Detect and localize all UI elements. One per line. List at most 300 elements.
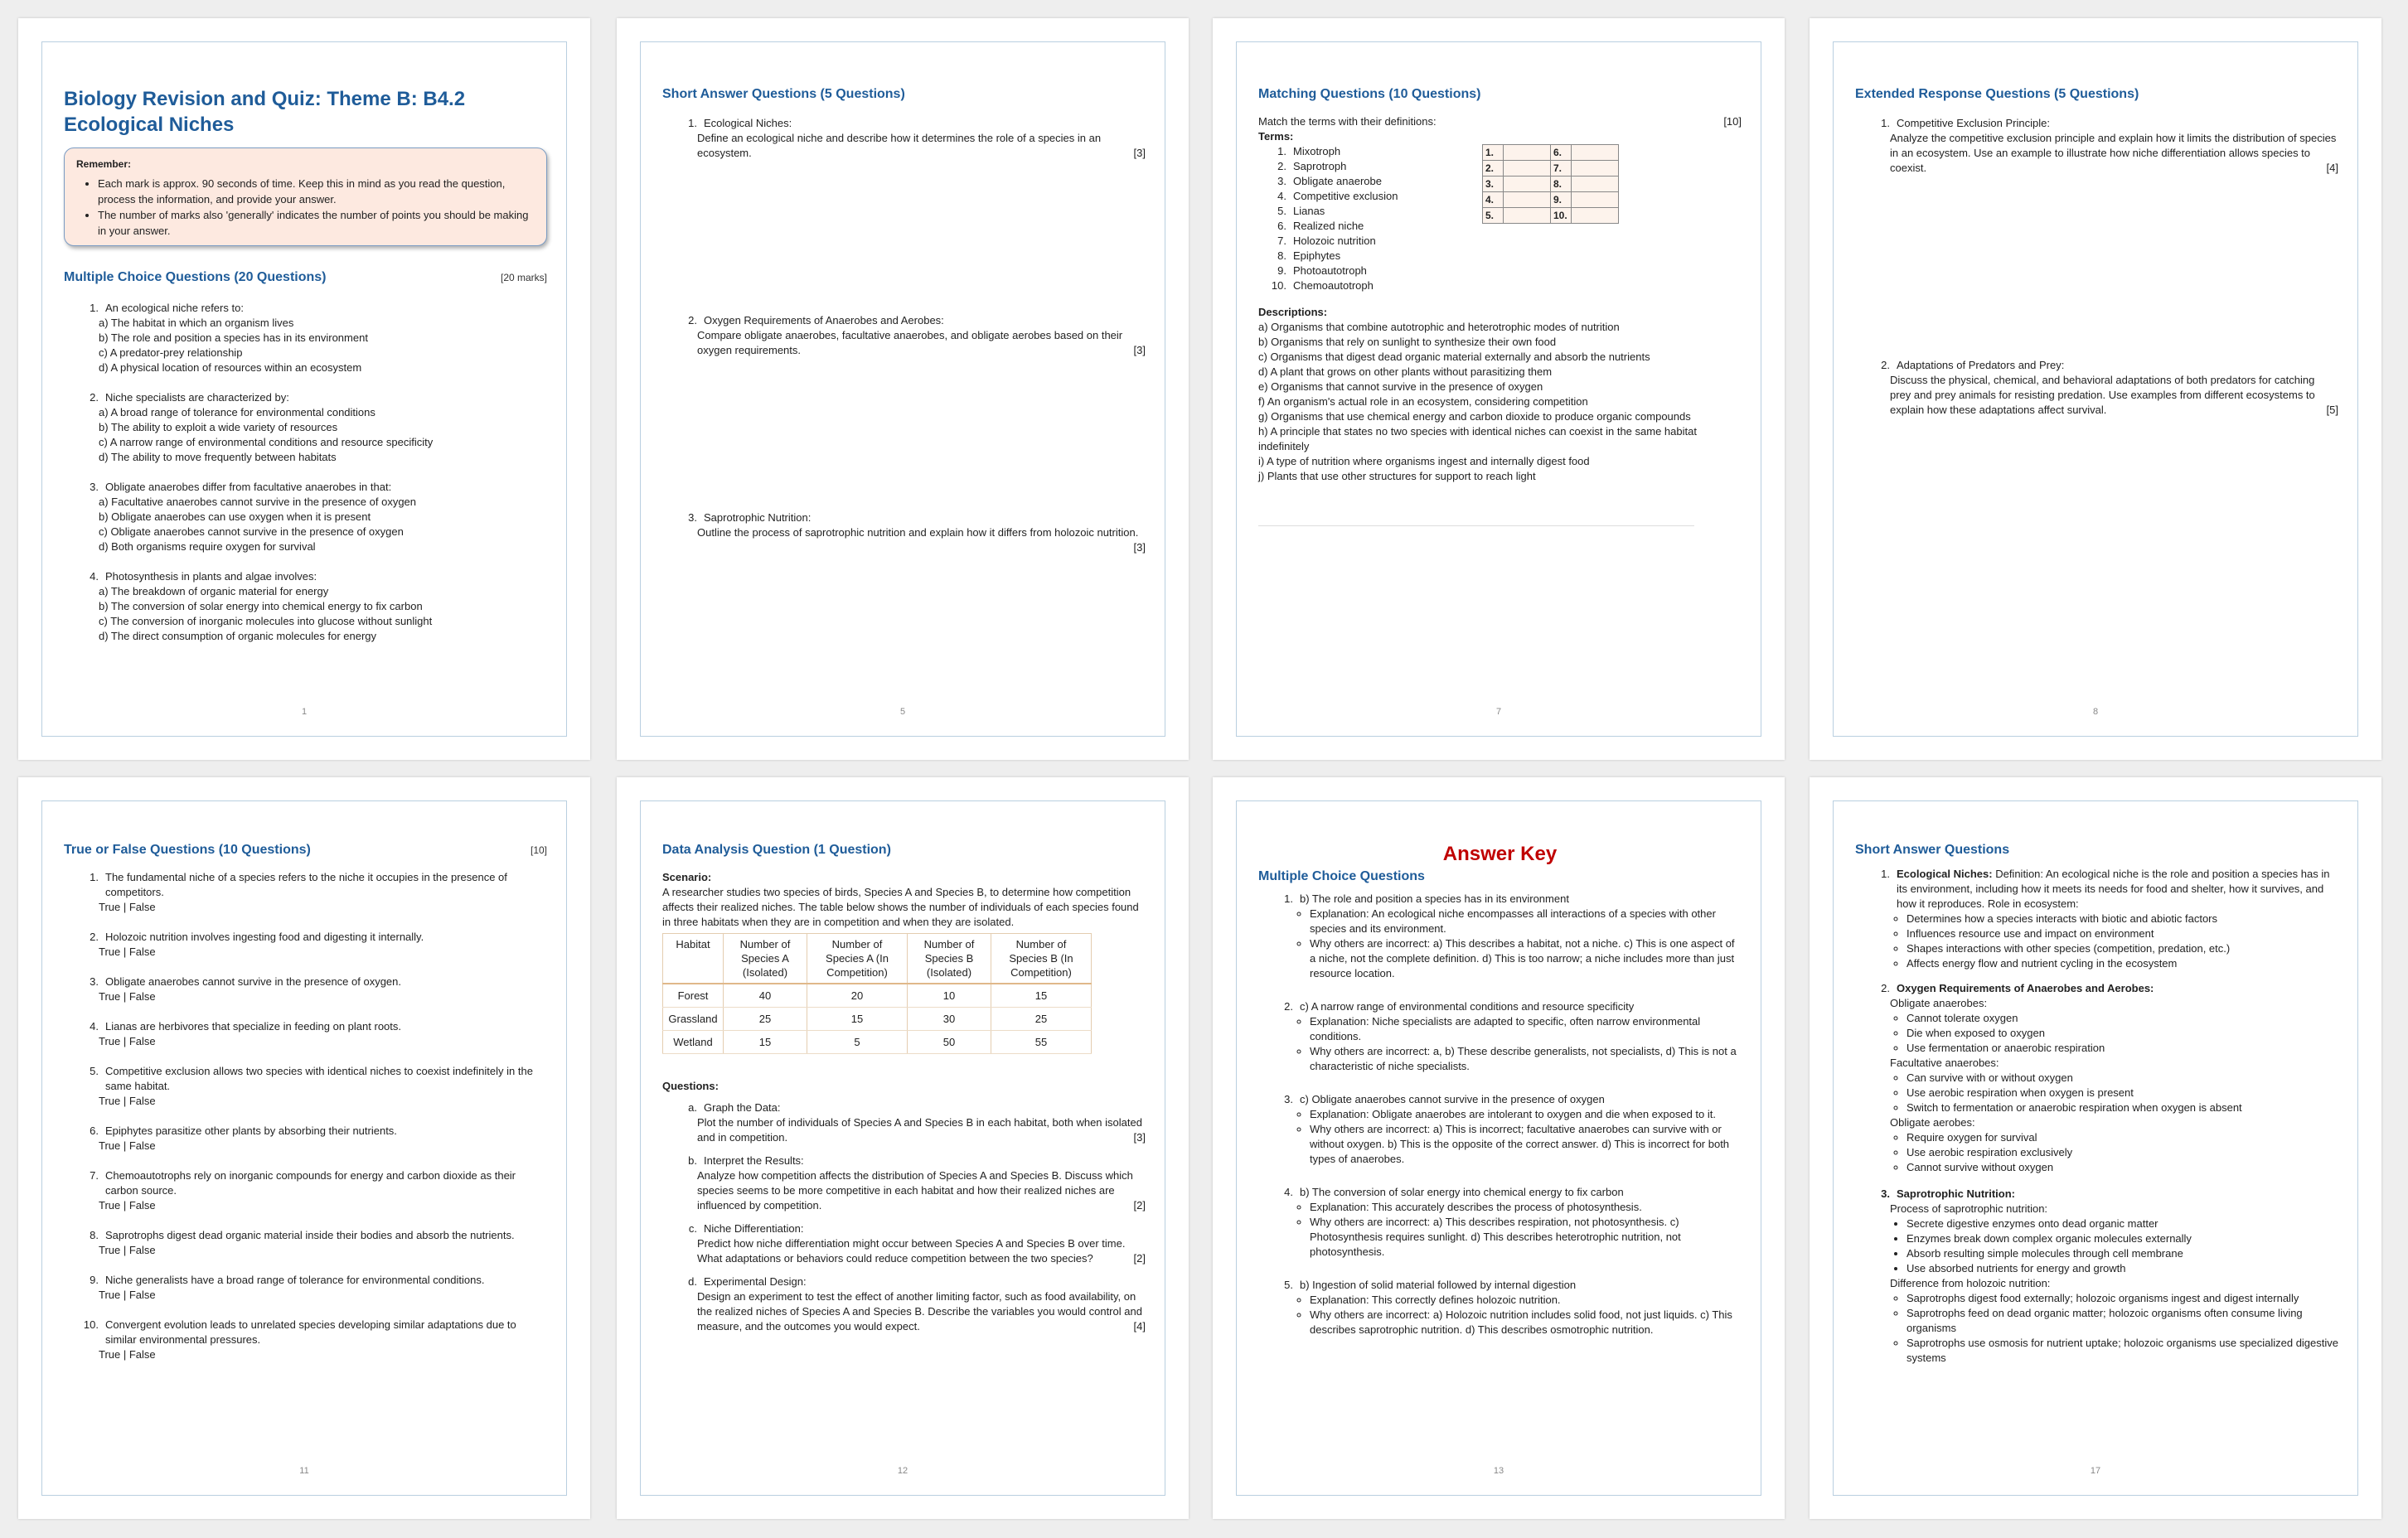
answer-number: 2. bbox=[1284, 1000, 1293, 1013]
grid-answer-cell[interactable] bbox=[1504, 208, 1551, 224]
table-header-cell: Number of Species A (Isolated) bbox=[724, 934, 807, 984]
answer-point: ◦ Affects energy flow and nutrient cycling in the ecosystem bbox=[1907, 956, 2338, 971]
answer-point: ◦ Explanation: This accurately describes the process of photosynthesis. bbox=[1310, 1200, 1742, 1215]
table-row bbox=[663, 1008, 1092, 1031]
answer-point: ◦ Determines how a species interacts with biotic and abiotic factors bbox=[1907, 912, 2338, 926]
descriptions-list bbox=[1258, 320, 1742, 484]
answer-point: ◦ Cannot survive without oxygen bbox=[1907, 1160, 2338, 1175]
answer-item bbox=[1258, 999, 1742, 1074]
document-title: Biology Revision and Quiz: Theme B: B4.2 Ecological Niches bbox=[64, 88, 466, 136]
grid-answer-cell[interactable] bbox=[1572, 145, 1619, 161]
term-label: Obligate anaerobe bbox=[1293, 175, 1382, 187]
answer-grid-row bbox=[1483, 145, 1619, 161]
answer-text: b) The conversion of solar energy into chemical energy to fix carbon bbox=[1300, 1186, 1624, 1198]
tf-question bbox=[64, 1064, 547, 1109]
table-row bbox=[663, 1031, 1092, 1054]
question-stem bbox=[64, 301, 547, 316]
data-question bbox=[662, 1154, 1146, 1213]
question-text: Obligate anaerobes differ from facultative anaerobes in that: bbox=[105, 481, 392, 493]
description-item: a) Organisms that combine autotrophic and heterotrophic modes of nutrition bbox=[1258, 321, 1620, 333]
table-cell: 30 bbox=[908, 1008, 991, 1031]
section-heading: Short Answer Questions (5 Questions) bbox=[662, 87, 905, 101]
term-label: Mixotroph bbox=[1293, 145, 1341, 157]
data-question bbox=[662, 1221, 1146, 1266]
term-number: 2. bbox=[1277, 160, 1286, 172]
page-7 bbox=[1213, 18, 1785, 760]
question-number: 3. bbox=[90, 481, 99, 493]
descriptions-label: Descriptions: bbox=[1258, 306, 1328, 318]
mc-question bbox=[64, 390, 547, 465]
answer-point: • Enzymes break down complex organic molecules externally bbox=[1907, 1231, 2338, 1246]
table-cell: 10 bbox=[908, 984, 991, 1008]
remember-item: • The number of marks also 'generally' indicates the number of points you should be making in your answer. bbox=[98, 207, 535, 239]
page-12 bbox=[617, 777, 1189, 1519]
term-number: 10. bbox=[1271, 279, 1286, 292]
answer-stem bbox=[1258, 892, 1742, 907]
table-cell: 40 bbox=[724, 984, 807, 1008]
answer-points bbox=[1258, 1200, 1742, 1260]
page-number: 13 bbox=[1493, 1466, 1504, 1476]
description-item: j) Plants that use other structures for support to reach light bbox=[1258, 470, 1536, 482]
grid-number: 6. bbox=[1551, 145, 1572, 161]
remember-item: • Each mark is approx. 90 seconds of time. Keep this in mind as you read the question, process the information, and provide your answer. bbox=[98, 176, 535, 207]
term-item bbox=[1258, 249, 1742, 264]
answer-point: ◦ Why others are incorrect: a) Holozoic nutrition includes solid food, not just liquids. c) This describes saprotrophic nutrition. d) This describes osmotrophic nutrition. bbox=[1310, 1308, 1742, 1337]
page-number: 8 bbox=[2092, 707, 2099, 717]
answer-option: a) A broad range of tolerance for environmental conditions bbox=[99, 406, 375, 418]
question-number: 5. bbox=[90, 1065, 99, 1077]
question-stem bbox=[64, 1124, 547, 1139]
term-label: Chemoautotroph bbox=[1293, 279, 1374, 292]
short-answer-question: 3. Saprotrophic Nutrition: Outline the process of saprotrophic nutrition and explain how it differs from holozoic nutrition. [3] bbox=[688, 511, 1146, 554]
answer-text: b) Ingestion of solid material followed by internal digestion bbox=[1300, 1279, 1577, 1291]
answer-grid-row bbox=[1483, 161, 1619, 177]
answer-point: ◦ Explanation: Niche specialists are adapted to specific, often narrow environmental conditions. bbox=[1310, 1014, 1742, 1044]
question-number: 1. bbox=[90, 871, 99, 883]
short-answer-question: 2. Oxygen Requirements of Anaerobes and Aerobes: Compare obligate anaerobes, facultative anaerobes, and obligate aerobes based on their oxygen requirements. [3] bbox=[688, 314, 1146, 356]
answer-point: ◦ Why others are incorrect: a) This describes respiration, not photosynthesis. c) Photosynthesis requires sunlight. d) This describes heterotrophic nutrition, not photosynthesis. bbox=[1310, 1215, 1742, 1260]
mc-question bbox=[64, 301, 547, 375]
answer-number: 5. bbox=[1284, 1279, 1293, 1291]
answer-point: ◦ Saprotrophs feed on dead organic matter; holozoic organisms often consume living organisms bbox=[1907, 1306, 2338, 1336]
answer-point: ◦ Use aerobic respiration when oxygen is present bbox=[1907, 1086, 2338, 1100]
term-number: 1. bbox=[1277, 145, 1286, 157]
grid-number: 10. bbox=[1551, 208, 1572, 224]
section-heading: Multiple Choice Questions bbox=[1258, 869, 1425, 883]
question-text: Competitive exclusion allows two species with identical niches to coexist indefinitely in the same habitat. bbox=[105, 1065, 533, 1092]
answer-point: ◦ Explanation: An ecological niche encompasses all interactions of a species with other species and its environment. bbox=[1310, 907, 1742, 936]
tf-question bbox=[64, 930, 547, 960]
divider bbox=[1258, 525, 1694, 526]
page-11 bbox=[18, 777, 590, 1519]
term-number: 5. bbox=[1277, 205, 1286, 217]
question-stem bbox=[64, 390, 547, 405]
section-heading: Extended Response Questions (5 Questions) bbox=[1855, 87, 2139, 101]
answer-stem bbox=[1258, 1185, 1742, 1200]
question-marks: [3] bbox=[1133, 147, 1146, 159]
section-heading: Matching Questions (10 Questions) bbox=[1258, 87, 1481, 101]
group-label: Obligate aerobes: bbox=[1890, 1116, 1975, 1129]
answer-item bbox=[1258, 1185, 1742, 1260]
question-number: 3. bbox=[90, 975, 99, 988]
answer-item bbox=[1258, 1092, 1742, 1167]
question-letter: a. bbox=[688, 1101, 697, 1114]
question-stem bbox=[64, 1019, 547, 1034]
answer-points bbox=[1258, 1293, 1742, 1337]
tf-question bbox=[64, 1019, 547, 1049]
question-stem bbox=[64, 1168, 547, 1198]
term-number: 4. bbox=[1277, 190, 1286, 202]
table-cell: 20 bbox=[807, 984, 908, 1008]
question-letter: b. bbox=[688, 1154, 697, 1167]
table-cell: 15 bbox=[807, 1008, 908, 1031]
answer-option: d) Both organisms require oxygen for survival bbox=[99, 540, 316, 553]
answer-point: ◦ Switch to fermentation or anaerobic respiration when oxygen is absent bbox=[1907, 1100, 2338, 1115]
term-number: 6. bbox=[1277, 220, 1286, 232]
answer-option: b) The conversion of solar energy into chemical energy to fix carbon bbox=[99, 600, 423, 612]
answer-option: d) The ability to move frequently between habitats bbox=[99, 451, 337, 463]
section-heading: True or False Questions (10 Questions) bbox=[64, 843, 311, 857]
page-number: 5 bbox=[899, 707, 906, 717]
answer-option: d) A physical location of resources within an ecosystem bbox=[99, 361, 362, 374]
description-item: b) Organisms that rely on sunlight to synthesize their own food bbox=[1258, 336, 1557, 348]
description-item: f) An organism's actual role in an ecosystem, considering competition bbox=[1258, 395, 1588, 408]
question-number: 8. bbox=[90, 1229, 99, 1241]
answer-point: ◦ Why others are incorrect: a) This is incorrect; facultative anaerobes can survive with or without oxygen. b) This is the opposite of the correct answer. d) This is incorrect for both types of anaerobes. bbox=[1310, 1122, 1742, 1167]
question-text: Design an experiment to test the effect of another limiting factor, such as food availability, on the realized niches of Species A and Species B. Describe the variables you would control and measure, and the outcomes you would expect. [4] bbox=[697, 1290, 1146, 1332]
grid-number: 3. bbox=[1483, 177, 1504, 192]
question-marks: [4] bbox=[2326, 162, 2338, 174]
answer-point: ◦ Why others are incorrect: a, b) These describe generalists, not specialists, d) This is not a characteristic of niche specialists. bbox=[1310, 1044, 1742, 1074]
question-number: 10. bbox=[83, 1318, 99, 1331]
true-false-options: True | False bbox=[99, 1095, 156, 1107]
answer-point: ◦ Use fermentation or anaerobic respiration bbox=[1907, 1041, 2338, 1056]
true-false-options: True | False bbox=[99, 1289, 156, 1301]
tf-question-list bbox=[64, 870, 547, 1362]
question-text: Holozoic nutrition involves ingesting food and digesting it internally. bbox=[105, 931, 424, 943]
true-false-options: True | False bbox=[99, 901, 156, 913]
page-number: 12 bbox=[897, 1466, 908, 1476]
answer-option: c) A narrow range of environmental conditions and resource specificity bbox=[99, 436, 434, 448]
extended-question: 2. Adaptations of Predators and Prey: Discuss the physical, chemical, and behavioral adaptations of both predators for catching prey and prey animals for resisting predation. Use examples from different ecosystems to explain how these adaptations affect survival. [5] bbox=[1881, 359, 2338, 416]
short-answer-question: 1. Ecological Niches: Define an ecological niche and describe how it determines the role of a species in an ecosystem. [3] bbox=[688, 117, 1146, 159]
scenario-label: Scenario: bbox=[662, 871, 712, 883]
answer-option: c) A predator-prey relationship bbox=[99, 346, 243, 359]
page-number: 11 bbox=[299, 1466, 309, 1476]
question-stem bbox=[64, 1228, 547, 1243]
answer-point: ◦ Influences resource use and impact on environment bbox=[1907, 926, 2338, 941]
answer-point: ◦ Die when exposed to oxygen bbox=[1907, 1026, 2338, 1041]
description-item: c) Organisms that digest dead organic material externally and absorb the nutrients bbox=[1258, 351, 1650, 363]
question-title: Interpret the Results: bbox=[704, 1154, 804, 1167]
grid-number: 2. bbox=[1483, 161, 1504, 177]
true-false-options: True | False bbox=[99, 946, 156, 958]
term-number: 8. bbox=[1277, 249, 1286, 262]
grid-number: 5. bbox=[1483, 208, 1504, 224]
answer-option: b) The role and position a species has in its environment bbox=[99, 331, 368, 344]
question-stem bbox=[64, 480, 547, 495]
question-title: Graph the Data: bbox=[704, 1101, 781, 1114]
answer-key-title: Answer Key bbox=[1442, 843, 1558, 865]
extended-question: 1. Competitive Exclusion Principle: Analyze the competitive exclusion principle and explain how it limits the distribution of species in an ecosystem. Use an example to illustrate how niche differentiation allows species to coexist. [4] bbox=[1881, 117, 2338, 174]
data-question-list bbox=[662, 1100, 1146, 1334]
mc-question bbox=[64, 569, 547, 644]
answer-stem bbox=[1258, 1092, 1742, 1107]
questions-label: Questions: bbox=[662, 1080, 719, 1092]
answer-option: a) The breakdown of organic material for energy bbox=[99, 585, 329, 597]
true-false-options: True | False bbox=[99, 990, 156, 1003]
question-text: Chemoautotrophs rely on inorganic compounds for energy and carbon dioxide as their carbon source. bbox=[105, 1169, 516, 1197]
grid-answer-cell[interactable] bbox=[1504, 192, 1551, 208]
question-marks: [3] bbox=[1133, 1131, 1146, 1144]
answer-stem bbox=[1258, 999, 1742, 1014]
term-label: Epiphytes bbox=[1293, 249, 1341, 262]
term-label: Realized niche bbox=[1293, 220, 1364, 232]
scenario-text: A researcher studies two species of birds, Species A and Species B, to determine how competition affects their realized niches. The table below shows the number of individuals of each species found in three habitats when they are in competition and when they are isolated. bbox=[662, 886, 1139, 928]
answer-option: b) Obligate anaerobes can use oxygen when it is present bbox=[99, 510, 371, 523]
answer-grid-row bbox=[1483, 177, 1619, 192]
term-label: Lianas bbox=[1293, 205, 1325, 217]
term-number: 7. bbox=[1277, 235, 1286, 247]
grid-answer-cell[interactable] bbox=[1572, 161, 1619, 177]
question-stem bbox=[662, 1274, 1146, 1289]
answer-grid-row bbox=[1483, 192, 1619, 208]
answer-point: ◦ Explanation: This correctly defines holozoic nutrition. bbox=[1310, 1293, 1742, 1308]
description-item: e) Organisms that cannot survive in the presence of oxygen bbox=[1258, 380, 1543, 393]
question-text: Predict how niche differentiation might occur between Species A and Species B over time. What adaptations or behaviors could reduce competition between the two species? [2] bbox=[697, 1237, 1146, 1265]
grid-number: 1. bbox=[1483, 145, 1504, 161]
term-item bbox=[1258, 264, 1742, 278]
true-false-options: True | False bbox=[99, 1139, 156, 1152]
remember-list bbox=[76, 176, 535, 239]
answer-text: c) Obligate anaerobes cannot survive in the presence of oxygen bbox=[1300, 1093, 1605, 1105]
answer-list bbox=[1258, 892, 1742, 1337]
answer-number: 3. bbox=[1284, 1093, 1293, 1105]
data-question bbox=[662, 1274, 1146, 1334]
question-marks: [2] bbox=[1133, 1252, 1146, 1265]
question-number: 7. bbox=[90, 1169, 99, 1182]
term-label: Photoautotroph bbox=[1293, 264, 1367, 277]
terms-label: Terms: bbox=[1258, 130, 1294, 143]
page-1 bbox=[18, 18, 590, 760]
term-item bbox=[1258, 278, 1742, 293]
question-number: 2. bbox=[90, 931, 99, 943]
tf-question bbox=[64, 1228, 547, 1258]
answer-points bbox=[1258, 907, 1742, 981]
table-header-cell: Number of Species A (In Competition) bbox=[807, 934, 908, 984]
group-points bbox=[1855, 1071, 2338, 1115]
answer-stem bbox=[1258, 1278, 1742, 1293]
description-item: i) A type of nutrition where organisms ingest and internally digest food bbox=[1258, 455, 1590, 467]
answer-points bbox=[1258, 1107, 1742, 1167]
table-row bbox=[663, 984, 1092, 1008]
answer-option: d) The direct consumption of organic molecules for energy bbox=[99, 630, 377, 642]
mc-heading-row bbox=[64, 269, 547, 286]
question-stem bbox=[64, 1318, 547, 1347]
table-cell: 25 bbox=[724, 1008, 807, 1031]
term-label: Competitive exclusion bbox=[1293, 190, 1398, 202]
page-8 bbox=[1810, 18, 2381, 760]
question-stem bbox=[64, 1273, 547, 1288]
matching-intro: Match the terms with their definitions: bbox=[1258, 115, 1437, 128]
mc-question-list bbox=[64, 301, 547, 644]
table-cell: Wetland bbox=[663, 1031, 724, 1054]
answer-option: c) Obligate anaerobes cannot survive in the presence of oxygen bbox=[99, 525, 404, 538]
data-table bbox=[662, 933, 1092, 1054]
question-marks: [5] bbox=[2326, 404, 2338, 416]
table-header-cell: Number of Species B (Isolated) bbox=[908, 934, 991, 984]
answer-grid bbox=[1482, 144, 1619, 224]
tf-question bbox=[64, 870, 547, 915]
tf-question bbox=[64, 1168, 547, 1213]
answer-option: b) The ability to exploit a wide variety of resources bbox=[99, 421, 338, 433]
true-false-options: True | False bbox=[99, 1035, 156, 1047]
remember-label: Remember: bbox=[76, 158, 132, 170]
group-label: Obligate anaerobes: bbox=[1890, 997, 1988, 1009]
term-item bbox=[1258, 234, 1742, 249]
table-cell: 50 bbox=[908, 1031, 991, 1054]
question-marks: [3] bbox=[1133, 541, 1146, 554]
section-marks: [10] bbox=[1723, 115, 1742, 128]
description-item: h) A principle that states no two species with identical niches can coexist in the same habitat indefinitely bbox=[1258, 425, 1697, 452]
grid-answer-cell[interactable] bbox=[1572, 208, 1619, 224]
remember-box bbox=[64, 148, 547, 246]
grid-answer-cell[interactable] bbox=[1572, 192, 1619, 208]
true-false-options: True | False bbox=[99, 1199, 156, 1212]
answer-point: • Absorb resulting simple molecules through cell membrane bbox=[1907, 1246, 2338, 1261]
tf-question bbox=[64, 1318, 547, 1362]
question-stem bbox=[64, 930, 547, 945]
table-cell: Forest bbox=[663, 984, 724, 1008]
answer-grid-row bbox=[1483, 208, 1619, 224]
table-cell: 5 bbox=[807, 1031, 908, 1054]
answer-point: ◦ Can survive with or without oxygen bbox=[1907, 1071, 2338, 1086]
page-13 bbox=[1213, 777, 1785, 1519]
answer-point: ◦ Shapes interactions with other species (competition, predation, etc.) bbox=[1907, 941, 2338, 956]
question-title: Niche Differentiation: bbox=[704, 1222, 804, 1235]
answer-point: • Secrete digestive enzymes onto dead organic matter bbox=[1907, 1216, 2338, 1231]
question-number: 4. bbox=[90, 570, 99, 583]
answer-option: a) The habitat in which an organism lives bbox=[99, 317, 294, 329]
grid-number: 9. bbox=[1551, 192, 1572, 208]
answer-saprotrophic-nutrition: 3. Saprotrophic Nutrition: Process of saprotrophic nutrition: • Secrete digestive enzymes onto dead organic matter • Enzymes break down complex organic molecules externally • Absorb resulting simple molecules through cell membrane • Use absorbed nutrients for energy and growth Difference from holozoic nutrition: ◦ Saprotrophs digest food externally; holozoic organisms ingest and digest internally ◦ Saprotrophs feed on dead organic matter; holozoic organisms often consume living organisms ◦ Saprotrophs use osmosis for nutrient uptake; holozoic organisms use specialized digestive systems bbox=[1855, 1187, 2338, 1366]
answer-text: c) A narrow range of environmental conditions and resource specificity bbox=[1300, 1000, 1635, 1013]
answer-point: ◦ Saprotrophs digest food externally; holozoic organisms ingest and digest internally bbox=[1907, 1291, 2338, 1306]
table-header-cell: Number of Species B (In Competition) bbox=[991, 934, 1092, 984]
answer-point: • Use absorbed nutrients for energy and growth bbox=[1907, 1261, 2338, 1276]
grid-answer-cell[interactable] bbox=[1504, 161, 1551, 177]
question-text: Lianas are herbivores that specialize in feeding on plant roots. bbox=[105, 1020, 401, 1033]
answer-oxygen-requirements: 2. Oxygen Requirements of Anaerobes and Aerobes: Obligate anaerobes: ◦ Cannot tolerate oxygen ◦ Die when exposed to oxygen ◦ Use fermentation or anaerobic respiration Facultative anaerobes: ◦ Can survive with or without oxygen ◦ Use aerobic respiration when oxygen is present ◦ Switch to fermentation or anaerobic respiration when oxygen is absent Obligate aerobes: ◦ Require oxygen for survival ◦ Use aerobic respiration exclusively ◦ Cannot survive without oxygen bbox=[1855, 981, 2338, 1175]
answer-number: 4. bbox=[1284, 1186, 1293, 1198]
grid-answer-cell[interactable] bbox=[1504, 177, 1551, 192]
question-number: 2. bbox=[90, 391, 99, 404]
answer-point: ◦ Why others are incorrect: a) This describes a habitat, not a niche. c) This is one aspect of a niche, not the complete definition. d) This is too narrow; a niche includes more than just resource location. bbox=[1310, 936, 1742, 981]
answer-ecological-niches: 1. Ecological Niches: Definition: An ecological niche is the role and position a species has in its environment, including how it meets its needs for food and shelter, how it survives, and how it reproduces. Role in ecosystem: ◦ Determines how a species interacts with biotic and abiotic factors ◦ Influences resource use and impact on environment ◦ Shapes interactions with other species (competition, predation, etc.) ◦ Affects energy flow and nutrient cycling in the ecosystem bbox=[1855, 867, 2338, 971]
question-marks: [2] bbox=[1133, 1199, 1146, 1212]
term-label: Saprotroph bbox=[1293, 160, 1347, 172]
question-number: 9. bbox=[90, 1274, 99, 1286]
term-label: Holozoic nutrition bbox=[1293, 235, 1376, 247]
tf-question bbox=[64, 975, 547, 1004]
group-label: Facultative anaerobes: bbox=[1890, 1057, 1999, 1069]
answer-item bbox=[1258, 892, 1742, 981]
answer-point: ◦ Explanation: Obligate anaerobes are intolerant to oxygen and die when exposed to it. bbox=[1310, 1107, 1742, 1122]
mc-question bbox=[64, 480, 547, 554]
answer-text: b) The role and position a species has in its environment bbox=[1300, 892, 1569, 905]
tf-heading-row bbox=[64, 842, 547, 858]
term-number: 9. bbox=[1277, 264, 1286, 277]
data-question bbox=[662, 1100, 1146, 1145]
grid-number: 8. bbox=[1551, 177, 1572, 192]
question-text: An ecological niche refers to: bbox=[105, 302, 244, 314]
page-5 bbox=[617, 18, 1189, 760]
question-stem bbox=[64, 569, 547, 584]
group-points bbox=[1855, 1130, 2338, 1175]
question-text: The fundamental niche of a species refers to the niche it occupies in the presence of competitors. bbox=[105, 871, 507, 898]
question-letter: d. bbox=[688, 1275, 697, 1288]
question-text: Plot the number of individuals of Species A and Species B in each habitat, both when isolated and in competition. [3] bbox=[697, 1116, 1146, 1144]
true-false-options: True | False bbox=[99, 1348, 156, 1361]
question-stem bbox=[64, 1064, 547, 1094]
page-17 bbox=[1810, 777, 2381, 1519]
grid-number: 4. bbox=[1483, 192, 1504, 208]
page-number: 1 bbox=[301, 707, 308, 717]
answer-option: c) The conversion of inorganic molecules into glucose without sunlight bbox=[99, 615, 433, 627]
table-cell: 55 bbox=[991, 1031, 1092, 1054]
question-text: Analyze how competition affects the distribution of Species A and Species B. Discuss which species seems to be more competitive in each habitat and how their realized niches are influenced by competition. [2] bbox=[697, 1169, 1146, 1212]
question-stem bbox=[662, 1221, 1146, 1236]
section-heading: Short Answer Questions bbox=[1855, 843, 2010, 857]
question-title: Experimental Design: bbox=[704, 1275, 807, 1288]
section-marks: [10] bbox=[530, 844, 547, 856]
description-item: d) A plant that grows on other plants without parasitizing them bbox=[1258, 365, 1553, 378]
section-heading: Data Analysis Question (1 Question) bbox=[662, 843, 891, 857]
answer-point: ◦ Use aerobic respiration exclusively bbox=[1907, 1145, 2338, 1160]
group-points bbox=[1855, 1011, 2338, 1056]
grid-answer-cell[interactable] bbox=[1504, 145, 1551, 161]
true-false-options: True | False bbox=[99, 1244, 156, 1256]
answer-option: a) Facultative anaerobes cannot survive in the presence of oxygen bbox=[99, 496, 417, 508]
question-text: Niche generalists have a broad range of tolerance for environmental conditions. bbox=[105, 1274, 485, 1286]
answer-item bbox=[1258, 1278, 1742, 1337]
grid-answer-cell[interactable] bbox=[1572, 177, 1619, 192]
table-cell: Grassland bbox=[663, 1008, 724, 1031]
question-text: Photosynthesis in plants and algae involves: bbox=[105, 570, 317, 583]
question-text: Epiphytes parasitize other plants by absorbing their nutrients. bbox=[105, 1124, 397, 1137]
question-stem bbox=[64, 870, 547, 900]
answer-points bbox=[1258, 1014, 1742, 1074]
question-number: 6. bbox=[90, 1124, 99, 1137]
question-letter: c. bbox=[688, 1222, 697, 1235]
tf-question bbox=[64, 1273, 547, 1303]
question-text: Obligate anaerobes cannot survive in the presence of oxygen. bbox=[105, 975, 402, 988]
question-text: Convergent evolution leads to unrelated species developing similar adaptations due to similar environmental pressures. bbox=[105, 1318, 516, 1346]
question-text: Saprotrophs digest dead organic material inside their bodies and absorb the nutrients. bbox=[105, 1229, 515, 1241]
section-heading: Multiple Choice Questions (20 Questions) bbox=[64, 270, 327, 284]
term-number: 3. bbox=[1277, 175, 1286, 187]
description-item: g) Organisms that use chemical energy and carbon dioxide to produce organic compounds bbox=[1258, 410, 1691, 423]
answer-point: ◦ Require oxygen for survival bbox=[1907, 1130, 2338, 1145]
question-stem bbox=[64, 975, 547, 989]
section-marks: [20 marks] bbox=[500, 272, 547, 283]
answer-number: 1. bbox=[1284, 892, 1293, 905]
page-number: 17 bbox=[2090, 1466, 2101, 1476]
matching-intro-row bbox=[1258, 114, 1742, 129]
table-cell: 15 bbox=[991, 984, 1092, 1008]
question-stem bbox=[662, 1154, 1146, 1168]
grid-number: 7. bbox=[1551, 161, 1572, 177]
